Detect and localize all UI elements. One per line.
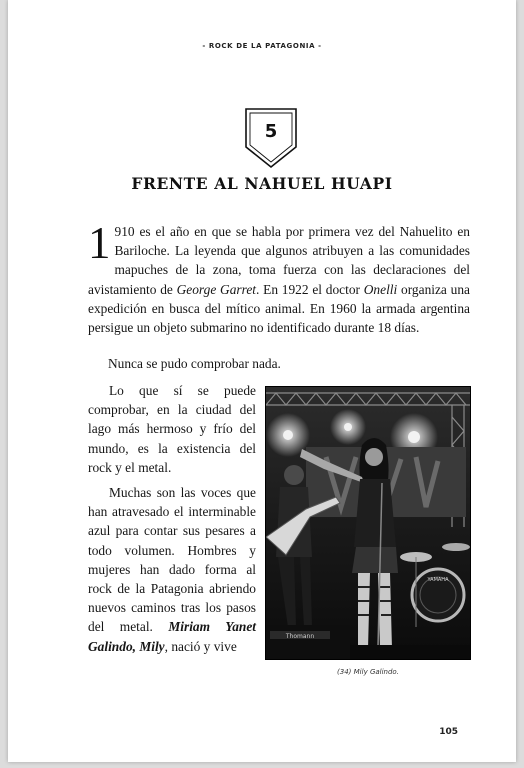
intro-text: 910 es el año en que se habla por primera vez del Nahuelito en Bariloche. La leyenda que algunos atribuyen a las comunidades mapuches de la zona, toma fuerza con las declaraciones del avistamiento de — [88, 224, 470, 297]
concert-photo-illustration — [266, 387, 470, 659]
book-page — [8, 0, 516, 762]
page-number: 105 — [439, 727, 458, 737]
paragraph-voices — [88, 483, 256, 656]
running-header: - ROCK DE LA PATAGONIA - — [202, 42, 322, 50]
intro-text: organiza una expedición en busca del mítico animal. En 1960 la armada argentina persigue un objeto submarino no identificado durante 18 días. — [88, 281, 470, 336]
intro-emphasis-onelli: Onelli — [363, 281, 398, 297]
concert-photo — [266, 387, 470, 659]
paragraph-text: , nació y vive — [164, 638, 237, 654]
photo-caption: (34) Mily Galindo. — [337, 668, 399, 676]
chapter-title: FRENTE AL NAHUEL HUAPI — [131, 174, 393, 193]
chapter-number: 5 — [264, 121, 278, 142]
amp-label-text: Thomann — [285, 633, 315, 640]
intro-emphasis-garret: George Garret — [176, 281, 257, 297]
intro-paragraph — [88, 218, 470, 337]
text-column — [88, 381, 256, 662]
artist-name: Miriam Yanet Galindo, Mily — [88, 619, 256, 654]
intro-text: . En 1922 el doctor — [256, 281, 364, 297]
drop-cap: 1 — [88, 218, 111, 268]
paragraph-text: Muchas son las voces que han atravesado el interminable azul para contar sus pesares a todo volumen. Hombres y mujeres han dado forma al rock de la Patagonia abriendo nuevos caminos tras los pasos del metal. — [88, 485, 256, 635]
paragraph-rock-metal: Lo que sí se puede comprobar, en la ciudad del lago más hermoso y frío del mundo, es la existencia del rock y el metal. — [88, 383, 256, 475]
short-paragraph: Nunca se pudo comprobar nada. — [108, 356, 281, 371]
chapter-number-badge — [244, 107, 298, 169]
drum-brand-text: YAMAHA — [427, 577, 449, 583]
